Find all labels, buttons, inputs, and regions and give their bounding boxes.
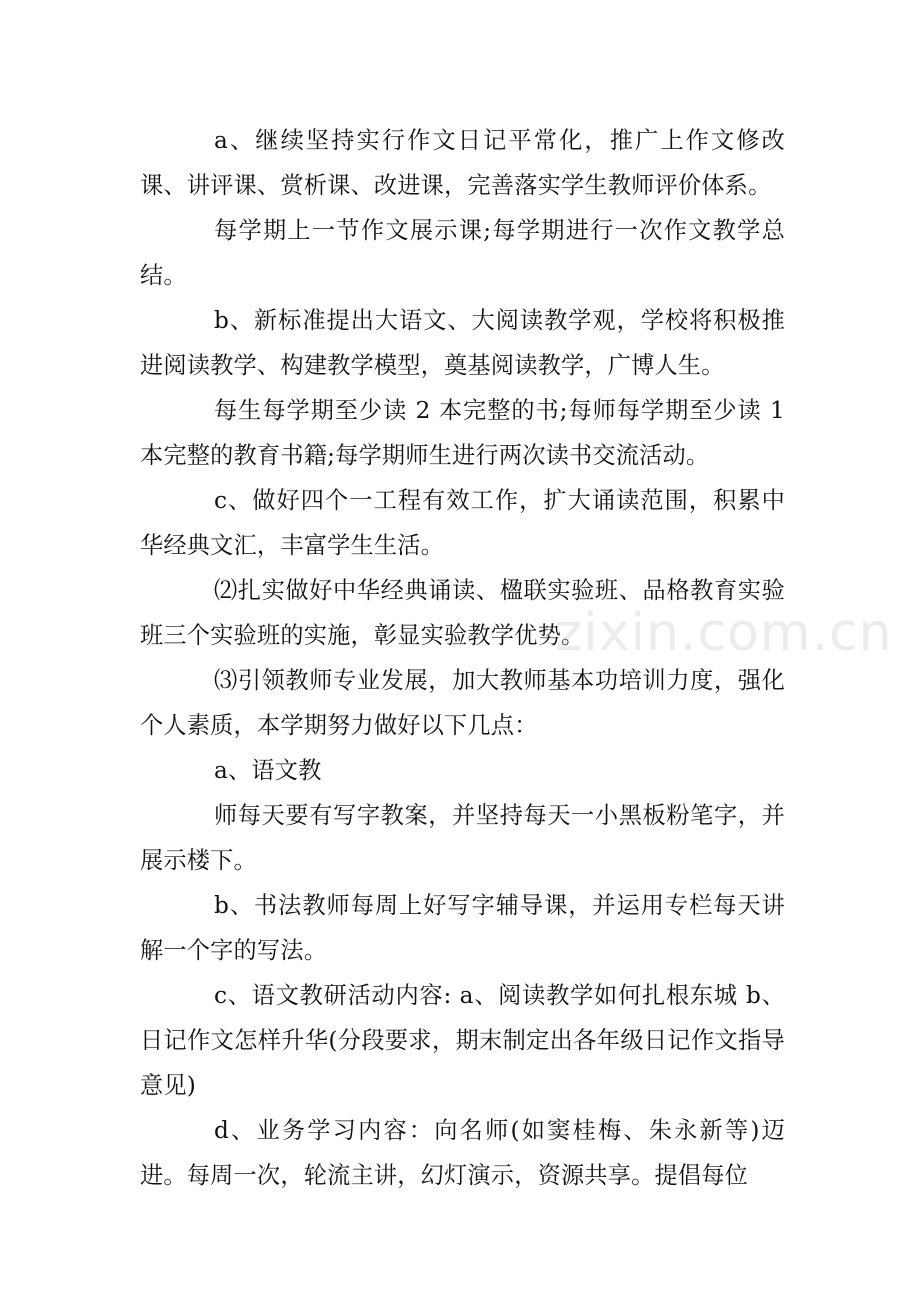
paragraph-8: a、语文教 [214, 757, 322, 784]
watermark: zixin.com.cn [555, 603, 893, 663]
paragraph-9: 师每天要有写字教案，并坚持每天一小黑板粉笔字，并展示楼下。 [140, 802, 785, 874]
paragraph-6: ⑵扎实做好中华经典诵读、楹联实验班、品格教育实验班三个实验班的实施，彰显实验教学优势。 [140, 577, 785, 649]
paragraph-5: c、做好四个一工程有效工作，扩大诵读范围，积累中华经典文汇，丰富学生生活。 [140, 487, 785, 559]
paragraph-1: a、继续坚持实行作文日记平常化，推广上作文修改课、讲评课、赏析课、改进课，完善落实学生教师评价体系。 [140, 127, 785, 199]
paragraph-11: c、语文教研活动内容: a、阅读教学如何扎根东城 b、日记作文怎样升华(分段要求，期末制定出各年级日记作文指导意见) [140, 982, 785, 1099]
document-body [140, 118, 785, 1198]
paragraph-2: 每学期上一节作文展示课;每学期进行一次作文教学总结。 [140, 217, 785, 289]
paragraph-10: b、书法教师每周上好写字辅导课，并运用专栏每天讲解一个字的写法。 [140, 892, 785, 964]
paragraph-7: ⑶引领教师专业发展，加大教师基本功培训力度，强化个人素质，本学期努力做好以下几点： [140, 667, 785, 739]
paragraph-12: d、业务学习内容：向名师(如窦桂梅、朱永新等)迈进。每周一次，轮流主讲，幻灯演示，资源共享。提倡每位 [140, 1117, 785, 1189]
paragraph-3: b、新标准提出大语文、大阅读教学观，学校将积极推进阅读教学、构建教学模型，奠基阅读教学，广博人生。 [140, 307, 785, 379]
paragraph-4: 每生每学期至少读 2 本完整的书;每师每学期至少读 1 本完整的教育书籍;每学期师生进行两次读书交流活动。 [140, 397, 785, 469]
